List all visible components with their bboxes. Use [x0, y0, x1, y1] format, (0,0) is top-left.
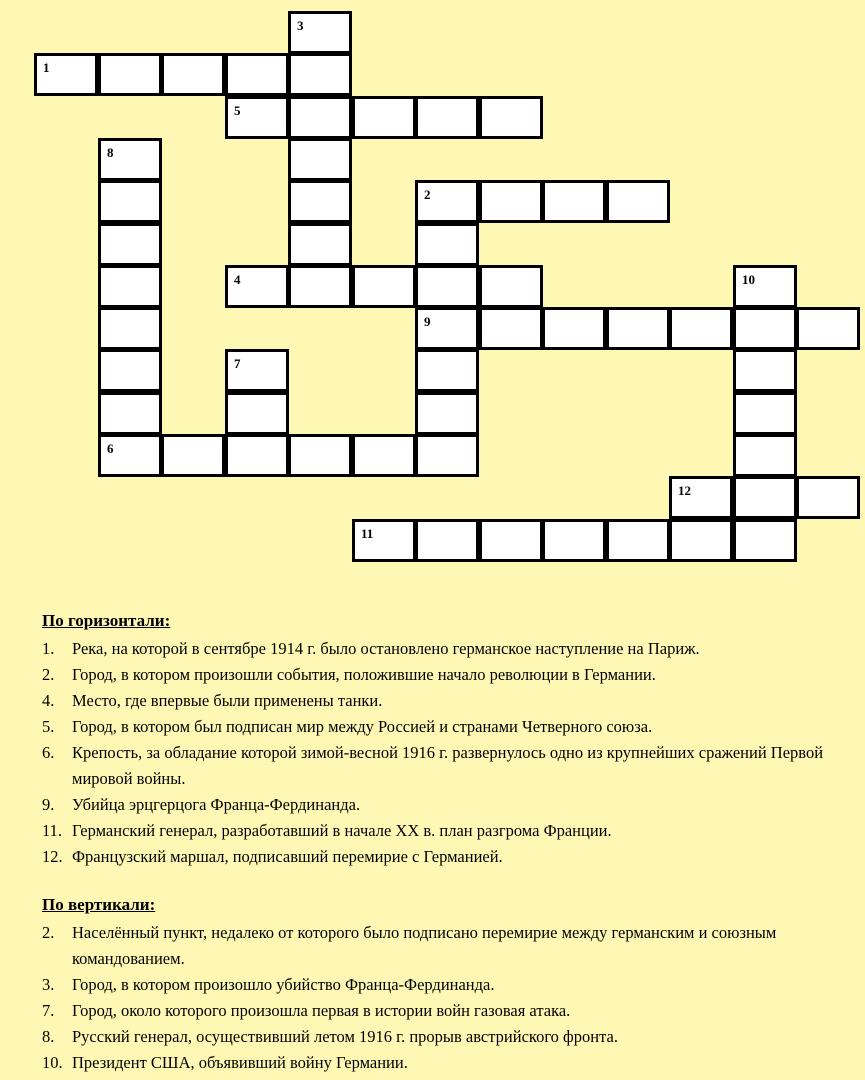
crossword-cell[interactable]: [161, 434, 225, 477]
crossword-cell[interactable]: [606, 519, 670, 562]
down-heading: По вертикали:: [42, 895, 156, 914]
down-clue: [42, 1050, 857, 1076]
crossword-cell[interactable]: [288, 223, 352, 266]
crossword-cell[interactable]: [288, 434, 352, 477]
clue-text: Населённый пункт, недалеко от которого было подписано перемирие между германским и союзным командованием.: [72, 923, 777, 968]
crossword-cell[interactable]: [606, 180, 670, 223]
across-heading: По горизонтали:: [42, 611, 171, 630]
crossword-cell[interactable]: [415, 180, 479, 223]
crossword-cell[interactable]: [479, 96, 543, 139]
clues-section: [42, 608, 857, 1076]
clue-text: Крепость, за обладание которой зимой-весной 1916 г. развернулось одно из крупнейших сражений Первой мировой войны.: [72, 743, 824, 788]
crossword-cell[interactable]: [479, 265, 543, 308]
across-clue: [42, 688, 857, 714]
across-clue: [42, 636, 857, 662]
crossword-cell[interactable]: [98, 307, 162, 350]
clue-number-label: 3.: [42, 975, 55, 994]
crossword-cell[interactable]: [288, 11, 352, 54]
clue-number: 1: [43, 60, 50, 75]
across-clue: [42, 818, 857, 844]
crossword-cell[interactable]: [415, 519, 479, 562]
crossword-cell[interactable]: [288, 53, 352, 96]
clue-number-label: 8.: [42, 1027, 55, 1046]
clue-number: 3: [297, 18, 304, 33]
clue-number-label: 4.: [42, 691, 55, 710]
clue-text: Русский генерал, осуществивший летом 1916 г. прорыв австрийского фронта.: [72, 1027, 618, 1046]
clue-number: 9: [424, 314, 431, 329]
crossword-cell[interactable]: [415, 223, 479, 266]
crossword-cell[interactable]: [479, 307, 543, 350]
clue-text: Город, в котором был подписан мир между Россией и странами Четверного союза.: [72, 717, 653, 736]
crossword-cell[interactable]: [733, 519, 797, 562]
crossword-cell[interactable]: [415, 392, 479, 435]
across-clue: [42, 740, 857, 792]
crossword-cell[interactable]: [352, 96, 416, 139]
across-clue: [42, 844, 857, 870]
across-clue: [42, 662, 857, 688]
clue-text: Город, около которого произошла первая в истории войн газовая атака.: [72, 1001, 571, 1020]
crossword-cell[interactable]: [225, 265, 289, 308]
clue-text: Убийца эрцгерцога Франца-Фердинанда.: [72, 795, 361, 814]
across-clue: [42, 714, 857, 740]
crossword-cell[interactable]: [733, 434, 797, 477]
crossword-cell[interactable]: [225, 434, 289, 477]
crossword-cell[interactable]: [98, 138, 162, 181]
clue-number: 7: [234, 356, 241, 371]
clue-text: Река, на которой в сентябре 1914 г. было остановлено германское наступление на Париж.: [72, 639, 700, 658]
crossword-cell[interactable]: [98, 53, 162, 96]
crossword-cell[interactable]: [733, 476, 797, 519]
crossword-cell[interactable]: [98, 349, 162, 392]
clue-text: Президент США, объявивший войну Германии.: [72, 1053, 408, 1072]
crossword-cell[interactable]: [606, 307, 670, 350]
crossword-cell[interactable]: [542, 519, 606, 562]
crossword-cell[interactable]: [733, 307, 797, 350]
clue-number: 4: [234, 272, 241, 287]
crossword-cell[interactable]: [796, 476, 860, 519]
crossword-cell[interactable]: [352, 265, 416, 308]
clue-text: Город, в котором произошли события, положившие начало революции в Германии.: [72, 665, 656, 684]
crossword-cell[interactable]: [288, 265, 352, 308]
clue-number: 2: [424, 187, 431, 202]
clue-number-label: 2.: [42, 665, 55, 684]
clue-number: 10: [742, 272, 755, 287]
crossword-cell[interactable]: [415, 349, 479, 392]
clue-number: 5: [234, 103, 241, 118]
crossword-cell[interactable]: [733, 392, 797, 435]
crossword-cell[interactable]: [98, 434, 162, 477]
crossword-cell[interactable]: [542, 307, 606, 350]
clue-number: 11: [361, 526, 374, 541]
crossword-cell[interactable]: [288, 138, 352, 181]
crossword-cell[interactable]: [288, 96, 352, 139]
crossword-cell[interactable]: [98, 392, 162, 435]
crossword-cell[interactable]: [415, 265, 479, 308]
crossword-cell[interactable]: [225, 392, 289, 435]
clue-number: 8: [107, 145, 114, 160]
crossword-cell[interactable]: [98, 223, 162, 266]
crossword-cell[interactable]: [669, 519, 733, 562]
crossword-cell[interactable]: [415, 96, 479, 139]
clue-number-label: 1.: [42, 639, 55, 658]
crossword-cell[interactable]: [542, 180, 606, 223]
clue-text: Место, где впервые были применены танки.: [72, 691, 383, 710]
crossword-cell[interactable]: [415, 307, 479, 350]
crossword-cell[interactable]: [415, 434, 479, 477]
crossword-cell[interactable]: [669, 476, 733, 519]
crossword-cell[interactable]: [98, 180, 162, 223]
crossword-cell[interactable]: [733, 265, 797, 308]
clue-number: 6: [107, 441, 114, 456]
clue-text: Германский генерал, разработавший в начале XX в. план разгрома Франции.: [72, 821, 612, 840]
down-clue: [42, 920, 857, 972]
down-clue: [42, 998, 857, 1024]
clue-number-label: 12.: [42, 847, 63, 866]
across-clue: [42, 792, 857, 818]
clue-text: Французский маршал, подписавший перемирие с Германией.: [72, 847, 503, 866]
crossword-cell[interactable]: [479, 519, 543, 562]
down-clue: [42, 972, 857, 998]
clue-number-label: 2.: [42, 923, 55, 942]
crossword-cell[interactable]: [225, 53, 289, 96]
crossword-cell[interactable]: [225, 349, 289, 392]
crossword-cell[interactable]: [34, 53, 98, 96]
crossword-cell[interactable]: [98, 265, 162, 308]
clue-text: Город, в котором произошло убийство Франца-Фердинанда.: [72, 975, 495, 994]
crossword-cell[interactable]: [352, 519, 416, 562]
down-clue-list: [42, 920, 857, 1076]
clue-number-label: 11.: [42, 821, 63, 840]
clue-number-label: 7.: [42, 1001, 55, 1020]
clue-number-label: 10.: [42, 1053, 63, 1072]
crossword-cell[interactable]: [669, 307, 733, 350]
clue-number: 12: [678, 483, 691, 498]
crossword-cell[interactable]: [733, 349, 797, 392]
clue-number-label: 6.: [42, 743, 55, 762]
crossword-cell[interactable]: [161, 53, 225, 96]
crossword-cell[interactable]: [288, 180, 352, 223]
crossword-cell[interactable]: [796, 307, 860, 350]
crossword-cell[interactable]: [225, 96, 289, 139]
across-clue-list: [42, 636, 857, 870]
down-clue: [42, 1024, 857, 1050]
crossword-cell[interactable]: [479, 180, 543, 223]
crossword-cell[interactable]: [352, 434, 416, 477]
clue-number-label: 5.: [42, 717, 55, 736]
clue-number-label: 9.: [42, 795, 55, 814]
